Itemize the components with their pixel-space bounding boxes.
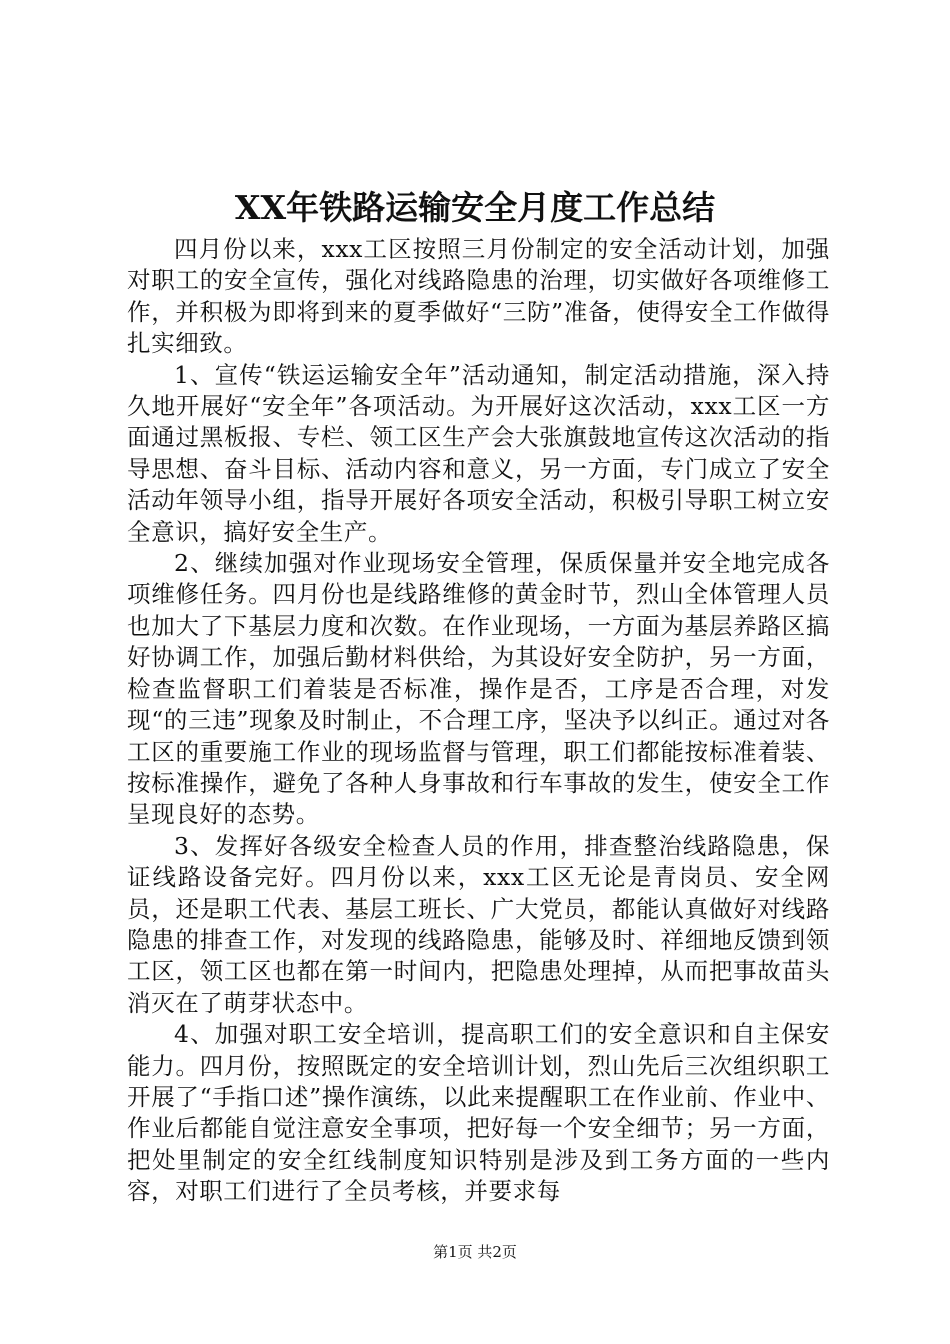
paragraph-1: 1、宣传“铁运运输安全年”活动通知，制定活动措施，深入持久地开展好“安全年”各项活动。为开展好这次活动，xxx工区一方面通过黑板报、专栏、领工区生产会大张旗鼓地宣传这次活动的指导思想、奋斗目标、活动内容和意义，另一方面，专门成立了安全活动年领导小组，指导开展好各项安全活动，积极引导职工树立安全意识，搞好安全生产。	[127, 360, 830, 546]
paragraph-4: 4、加强对职工安全培训，提高职工们的安全意识和自主保安能力。四月份，按照既定的安全培训计划，烈山先后三次组织职工开展了“手指口述”操作演练，以此来提醒职工在作业前、作业中、作业后都能自觉注意安全事项，把好每一个安全细节；另一方面，把处里制定的安全红线制度知识特别是涉及到工务方面的一些内容，对职工们进行了全员考核，并要求每	[127, 1020, 830, 1206]
paragraph-2: 2、继续加强对作业现场安全管理，保质保量并安全地完成各项维修任务。四月份也是线路维修的黄金时节，烈山全体管理人员也加大了下基层力度和次数。在作业现场，一方面为基层养路区搞好协调工作，加强后勤材料供给，为其设好安全防护，另一方面，检查监督职工们着装是否标准，操作是否，工序是否合理，对发现“的三违”现象及时制止，不合理工序，坚决予以纠正。通过对各工区的重要施工作业的现场监督与管理，职工们都能按标准着装、按标准操作，避免了各种人身事故和行车事故的发生，使安全工作呈现良好的态势。	[127, 549, 830, 829]
document-title: XX年铁路运输安全月度工作总结	[234, 188, 716, 227]
document-body	[127, 234, 830, 1208]
page-footer: 第1页 共2页	[433, 1243, 517, 1261]
paragraph-3: 3、发挥好各级安全检查人员的作用，排查整治线路隐患，保证线路设备完好。四月份以来，xxx工区无论是青岗员、安全网员，还是职工代表、基层工班长、广大党员，都能认真做好对线路隐患的排查工作，对发现的线路隐患，能够及时、祥细地反馈到领工区，领工区也都在第一时间内，把隐患处理掉，从而把事故苗头消灭在了萌芽状态中。	[127, 831, 830, 1017]
intro-paragraph: 四月份以来，xxx工区按照三月份制定的安全活动计划，加强对职工的安全宣传，强化对线路隐患的治理，切实做好各项维修工作，并积极为即将到来的夏季做好“三防”准备，使得安全工作做得扎实细致。	[127, 235, 830, 358]
